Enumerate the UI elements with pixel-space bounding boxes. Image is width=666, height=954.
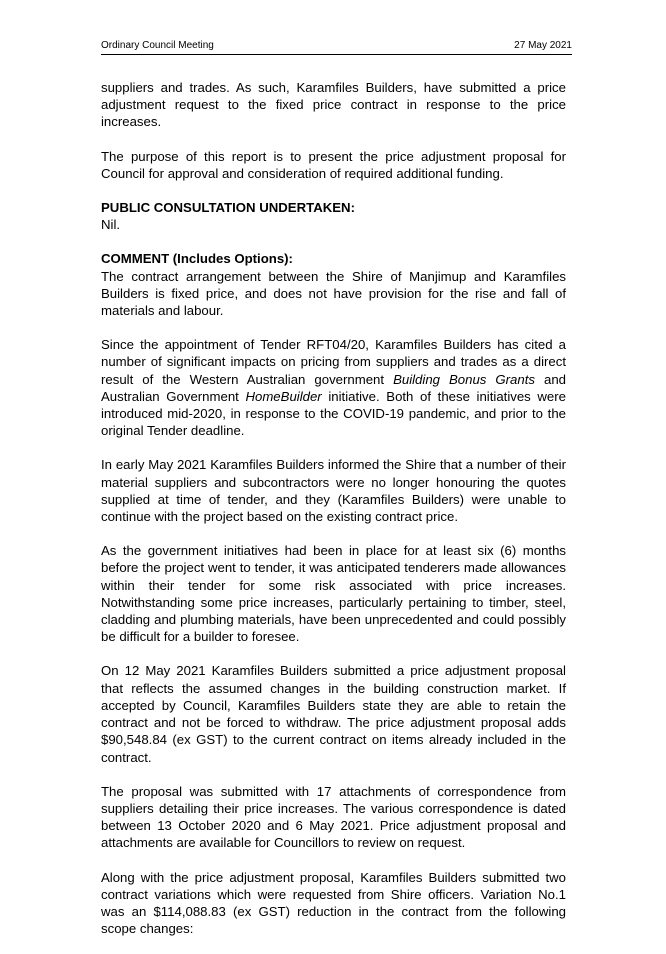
header-meeting-title: Ordinary Council Meeting: [101, 40, 214, 51]
paragraph-suppliers-not-honouring: In early May 2021 Karamfiles Builders informed the Shire that a number of their material suppliers and subcontractors were no longer honouring the quotes supplied at time of tender, and they (Karamfiles Builders) were unable to continue with the project based on the existing contract price.: [101, 457, 566, 525]
italic-homebuilder: HomeBuilder: [245, 388, 322, 404]
paragraph-public-consultation: Nil.: [101, 217, 121, 233]
text-segment: and Australian Government: [101, 371, 566, 404]
heading-comment: COMMENT (Includes Options):: [101, 251, 293, 267]
heading-public-consultation: PUBLIC CONSULTATION UNDERTAKEN:: [101, 200, 355, 216]
paragraph-report-purpose: The purpose of this report is to present the price adjustment proposal for Council for approval and consideration of required additional funding.: [101, 148, 566, 181]
text-segment: initiative. Both of these initiatives were introduced mid-2020, in response to the COVID-19 pandemic, and prior to the original Tender deadline.: [101, 388, 566, 439]
paragraph-proposal-submitted: On 12 May 2021 Karamfiles Builders submitted a price adjustment proposal that reflects the assumed changes in the building construction market. If accepted by Council, Karamfiles Builders state they are able to retain the contract and not be forced to withdraw. The price adjustment proposal adds $90,548.84 (ex GST) to the current contract on items already included in the contract.: [101, 663, 566, 765]
paragraph-tender-impacts: [101, 336, 566, 439]
paragraph-contract-variations: Along with the price adjustment proposal, Karamfiles Builders submitted two contract variations which were requested from Shire officers. Variation No.1 was an $114,088.83 (ex GST) reduction in the contract from the following scope changes:: [101, 869, 566, 937]
header-date: 27 May 2021: [514, 40, 572, 51]
text-segment: Since the appointment of Tender RFT04/20, Karamfiles Builders has cited a number of significant impacts on pricing from suppliers and trades as a direct result of the Western Australian government: [101, 337, 566, 387]
document-body: [101, 79, 566, 954]
italic-building-bonus-grants: Building Bonus Grants: [393, 371, 535, 387]
paragraph-price-adjustment-request: suppliers and trades. As such, Karamfiles Builders, have submitted a price adjustment request to the fixed price contract in response to the price increases.: [101, 80, 566, 130]
paragraph-contract-arrangement: The contract arrangement between the Shire of Manjimup and Karamfiles Builders is fixed price, and does not have provision for the rise and fall of materials and labour.: [101, 268, 566, 319]
page-header: [101, 40, 572, 55]
paragraph-attachments: The proposal was submitted with 17 attachments of correspondence from suppliers detailing their price increases. The various correspondence is dated between 13 October 2020 and 6 May 2021. Price adjustment proposal and attachments are available for Councillors to review on request.: [101, 783, 566, 851]
paragraph-government-initiatives: As the government initiatives had been in place for at least six (6) months before the project went to tender, it was anticipated tenderers made allowances within their tender for some risk associated with price increases. Notwithstanding some price increases, particularly pertaining to timber, steel, cladding and plumbing materials, have been unprecedented and could possibly be difficult for a builder to foresee.: [101, 543, 566, 645]
